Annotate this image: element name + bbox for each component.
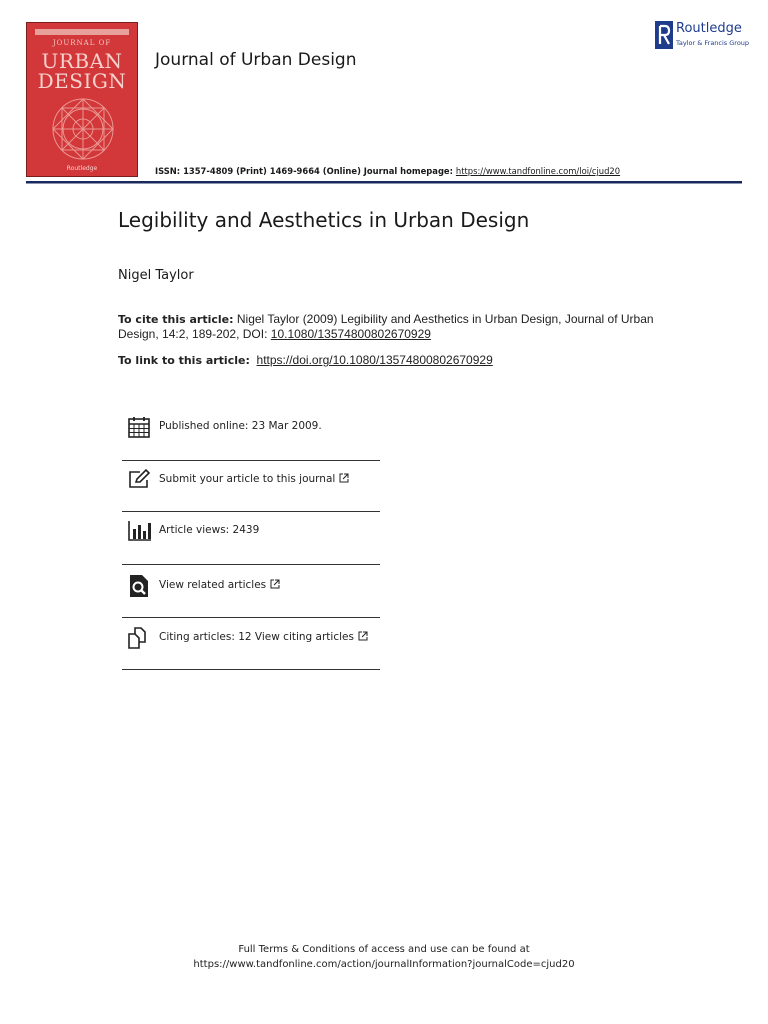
info-divider — [122, 511, 380, 512]
cover-band — [35, 29, 129, 35]
info-divider — [122, 564, 380, 565]
external-link-icon — [358, 631, 368, 641]
related-articles-label: View related articles — [159, 579, 267, 591]
routledge-logo — [655, 21, 750, 51]
citing-articles-label: Citing articles: 12 View citing articles — [159, 631, 354, 643]
header-divider-thin — [26, 183, 742, 184]
article-doi-url[interactable]: https://doi.org/10.1080/13574800802670929 — [256, 353, 493, 367]
published-row — [122, 415, 380, 455]
cover-journal-of: JOURNAL OF — [52, 39, 112, 47]
cover-publisher: Routledge — [66, 165, 98, 172]
external-link-icon — [339, 473, 349, 483]
citing-articles-link[interactable] — [159, 631, 368, 643]
footer-terms-url[interactable]: https://www.tandfonline.com/action/journalInformation?journalCode=cjud20 — [193, 959, 575, 970]
journal-homepage-link[interactable]: https://www.tandfonline.com/loi/cjud20 — [455, 166, 621, 176]
citing-row[interactable] — [122, 626, 380, 666]
cover-pattern-icon — [33, 93, 133, 165]
info-divider — [122, 617, 380, 618]
link-label: To link to this article: — [118, 354, 250, 367]
citation-label: To cite this article: — [118, 313, 234, 326]
issn-text: ISSN: 1357-4809 (Print) 1469-9664 (Online) Journal homepage: — [155, 166, 456, 176]
citation-text: Nigel Taylor (2009) Legibility and Aesthetics in Urban Design, Journal of Urban Design, 14:2, 189-202, DOI: — [118, 312, 654, 341]
footer-line-1: Full Terms & Conditions of access and use can be found at — [238, 944, 530, 955]
article-link-block — [118, 353, 658, 368]
bar-chart-icon — [127, 519, 151, 543]
article-author: Nigel Taylor — [118, 268, 194, 283]
submit-article-label: Submit your article to this journal — [159, 473, 336, 485]
cover-design: DESIGN — [37, 69, 127, 93]
calendar-icon — [127, 415, 151, 439]
doi-link[interactable]: 10.1080/13574800802670929 — [270, 327, 431, 341]
logo-name: Routledge — [676, 21, 742, 36]
related-row[interactable] — [122, 574, 380, 614]
routledge-r-icon — [655, 21, 673, 49]
citing-icon — [127, 626, 151, 650]
external-link-icon — [270, 579, 280, 589]
issn-line — [155, 166, 620, 176]
info-divider — [122, 460, 380, 461]
info-divider — [122, 669, 380, 670]
journal-title: Journal of Urban Design — [155, 50, 357, 70]
submit-row[interactable] — [122, 468, 380, 508]
journal-cover — [26, 22, 138, 177]
views-row — [122, 519, 380, 559]
related-articles-link[interactable] — [159, 579, 280, 591]
citation-block — [118, 312, 658, 342]
terms-footer — [84, 942, 684, 972]
article-title: Legibility and Aesthetics in Urban Design — [118, 208, 530, 232]
logo-subtitle: Taylor & Francis Group — [676, 39, 750, 47]
published-date: Published online: 23 Mar 2009. — [159, 420, 322, 432]
article-views: Article views: 2439 — [159, 524, 260, 536]
search-document-icon — [127, 574, 151, 598]
edit-icon — [127, 468, 151, 492]
submit-article-link[interactable] — [159, 473, 349, 485]
cover-urban: URBAN — [41, 49, 123, 73]
